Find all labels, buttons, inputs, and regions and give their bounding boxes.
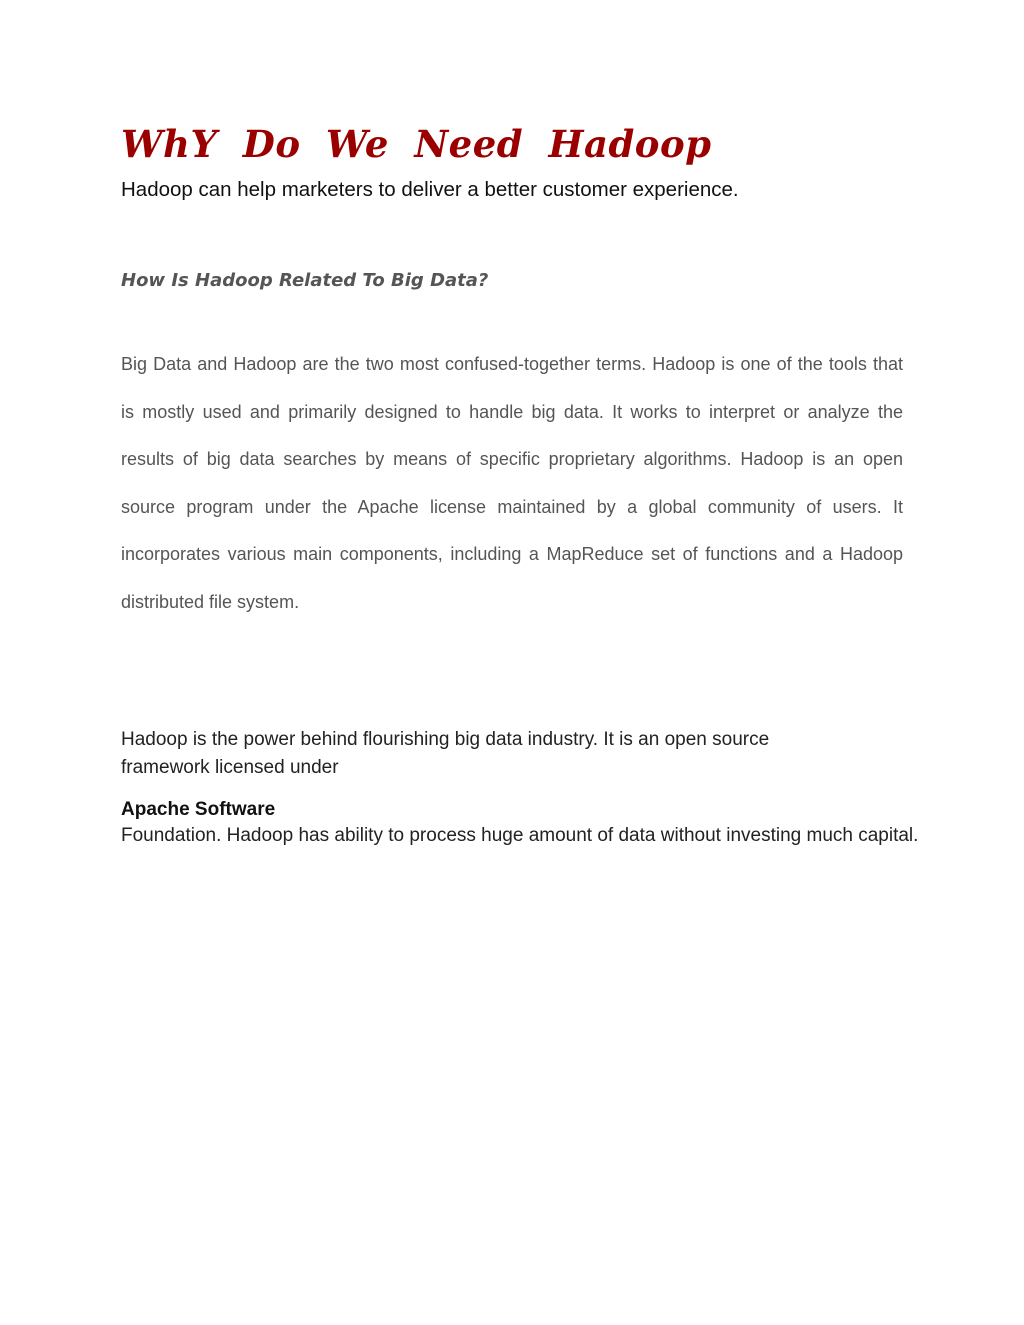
subtitle: Hadoop can help marketers to deliver a better customer experience. — [121, 178, 739, 201]
paragraph-foundation: Foundation. Hadoop has ability to process huge amount of data without investing much capital. — [121, 825, 919, 846]
apache-heading: Apache Software — [121, 799, 276, 820]
page-title: WhY Do We Need Hadoop — [121, 122, 712, 166]
paragraph-hadoop-power: Hadoop is the power behind flourishing big data industry. It is an open source framework licensed under — [121, 729, 770, 778]
paragraph-big-data: Big Data and Hadoop are the two most confused-together terms. Hadoop is one of the tools that is mostly used and primarily designed to handle big data. It works to interpret or analyze the results of big data searches by means of specific proprietary algorithms. Hadoop is an open source program under the Apache license maintained by a global community of users. It incorporates various main components, including a MapReduce set of functions and a Hadoop distributed file system. — [121, 354, 903, 612]
section-heading: How Is Hadoop Related To Big Data? — [121, 270, 489, 291]
